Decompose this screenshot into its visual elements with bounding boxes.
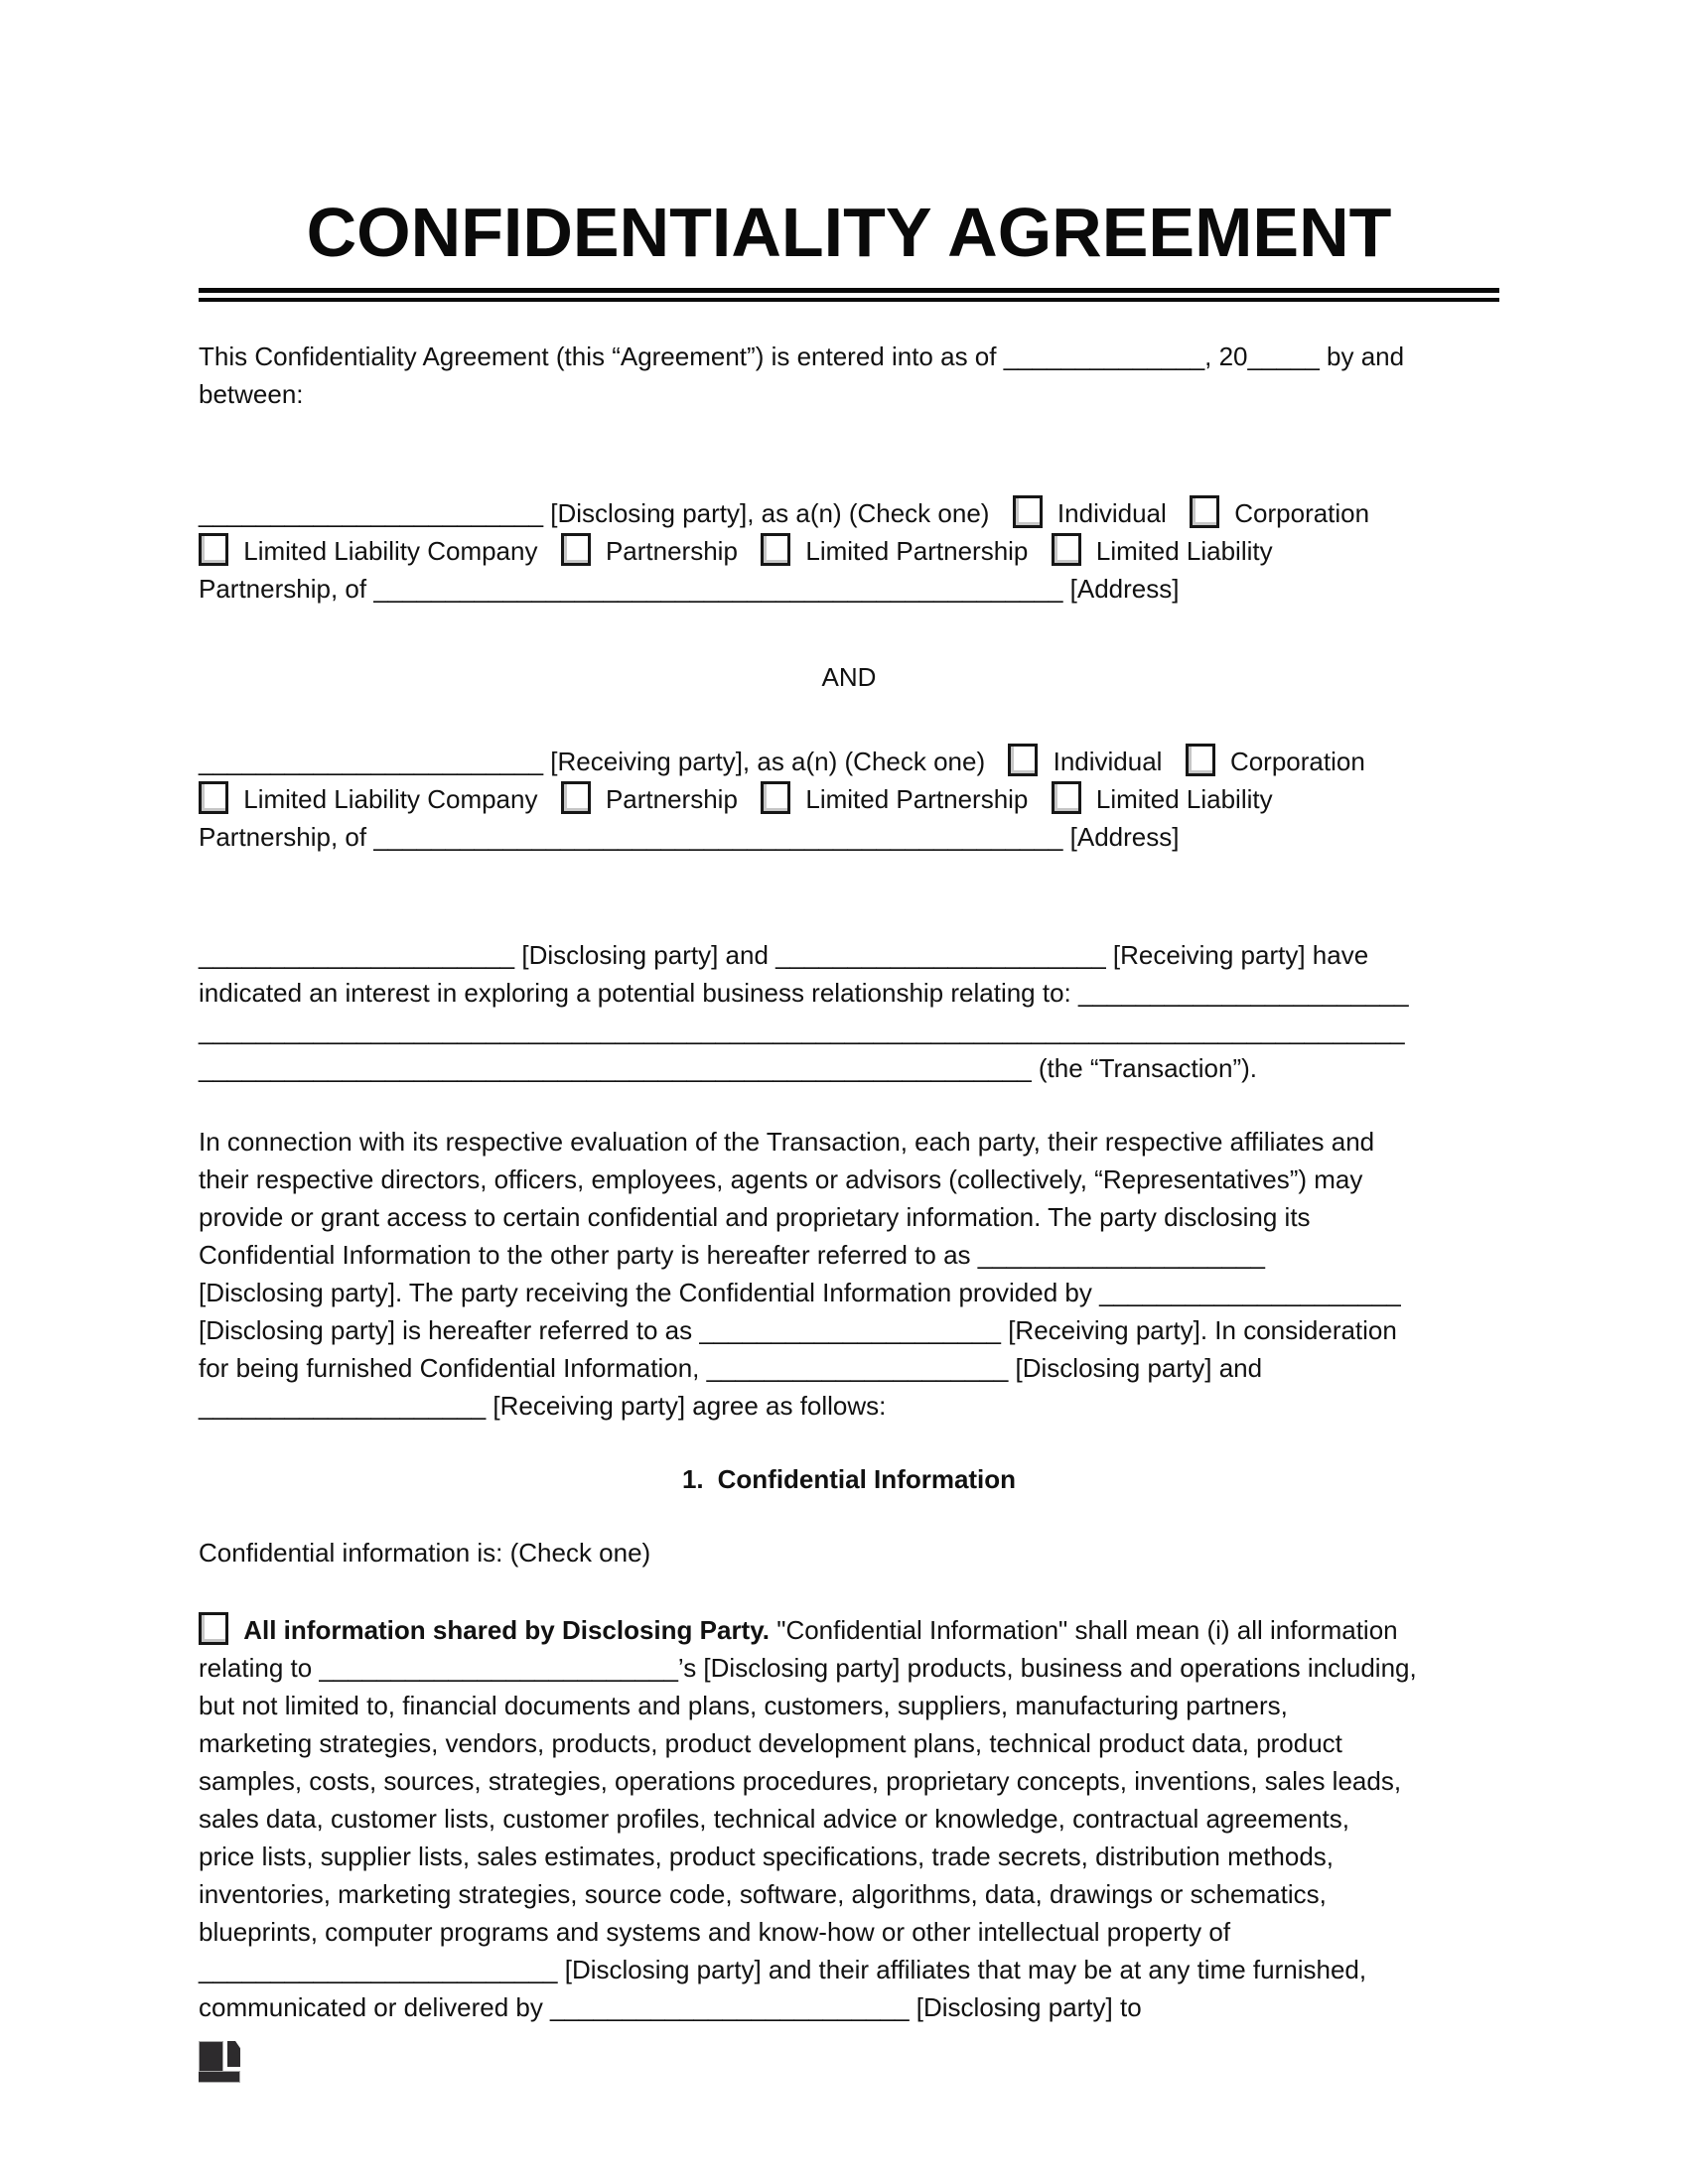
- disclosing-llp-label: Limited Liability: [1095, 536, 1273, 566]
- disclosing-name-blank: ________________________: [199, 498, 544, 528]
- receiving-partnership-label: Partnership: [605, 784, 738, 814]
- option-bold-label: All information shared by Disclosing Party.: [243, 1615, 770, 1645]
- option-line-1: [199, 1611, 1499, 1649]
- disclosing-limited-partnership-checkbox[interactable]: [761, 533, 790, 566]
- consideration-line: ____________________ [Receiving party] agree as follows:: [199, 1391, 887, 1421]
- relationship-line: indicated an interest in exploring a potential business relationship relating to: _______________________: [199, 978, 1409, 1008]
- option-all-information: [199, 1611, 1499, 2026]
- consideration-line: provide or grant access to certain confidential and proprietary information. The party disclosing its: [199, 1202, 1311, 1232]
- receiving-party-section: [199, 743, 1499, 856]
- disclosing-individual-label: Individual: [1056, 498, 1167, 528]
- logo-page-icon: [227, 2041, 240, 2067]
- relationship-paragraph: [199, 936, 1499, 1087]
- disclosing-line-3: [199, 570, 1499, 608]
- receiving-name-blank: ________________________: [199, 747, 544, 776]
- receiving-limited-partnership-label: Limited Partnership: [805, 784, 1029, 814]
- disclosing-llc-checkbox[interactable]: [199, 533, 228, 566]
- receiving-individual-checkbox[interactable]: [1008, 744, 1038, 776]
- receiving-line-3: [199, 818, 1499, 856]
- receiving-individual-label: Individual: [1053, 747, 1163, 776]
- section-1-number: 1.: [681, 1464, 704, 1494]
- intro-paragraph: [199, 338, 1499, 413]
- disclosing-llc-label: Limited Liability Company: [243, 536, 538, 566]
- disclosing-line-1: [199, 494, 1499, 532]
- check-one-label: Confidential information is: (Check one): [199, 1538, 651, 1568]
- consideration-line: In connection with its respective evaluation of the Transaction, each party, their respective affiliates and: [199, 1127, 1375, 1157]
- option-line-1-text: "Confidential Information" shall mean (i) all information: [776, 1615, 1398, 1645]
- consideration-line: for being furnished Confidential Information, _____________________ [Disclosing party] and: [199, 1353, 1263, 1383]
- title-underline: [199, 288, 1499, 302]
- disclosing-limited-partnership-label: Limited Partnership: [805, 536, 1029, 566]
- document-title: CONFIDENTIALITY AGREEMENT: [306, 194, 1392, 271]
- receiving-descriptor: [Receiving party], as a(n) (Check one): [550, 747, 986, 776]
- receiving-llp-label: Limited Liability: [1095, 784, 1273, 814]
- and-separator: AND: [821, 662, 877, 692]
- disclosing-corporation-label: Corporation: [1234, 498, 1370, 528]
- all-information-checkbox[interactable]: [199, 1612, 228, 1645]
- disclosing-line-2: [199, 532, 1499, 570]
- option-text-line: _________________________ [Disclosing party] and their affiliates that may be at any time furnished,: [199, 1955, 1367, 1984]
- option-text-line: blueprints, computer programs and systems and know-how or other intellectual property of: [199, 1917, 1231, 1947]
- relationship-line: ____________________________________________________________________________________: [199, 1016, 1405, 1045]
- option-text-line: relating to _________________________’s [Disclosing party] products, business and operations including,: [199, 1653, 1417, 1683]
- receiving-llp-checkbox[interactable]: [1052, 781, 1081, 814]
- relationship-line: ______________________ [Disclosing party] and _______________________ [Receiving party] have: [199, 940, 1369, 970]
- receiving-corporation-label: Corporation: [1229, 747, 1365, 776]
- option-text-line: marketing strategies, vendors, products, product development plans, technical product data, product: [199, 1728, 1342, 1758]
- logo-l-base-shape: [199, 2071, 240, 2083]
- disclosing-partnership-label: Partnership: [605, 536, 738, 566]
- option-text-line: but not limited to, financial documents and plans, customers, suppliers, manufacturing partners,: [199, 1691, 1288, 1720]
- legaltemplates-logo: [199, 2041, 240, 2083]
- intro-line-2: between:: [199, 379, 304, 409]
- consideration-line: [Disclosing party] is hereafter referred to as _____________________ [Receiving party]. In consideration: [199, 1315, 1397, 1345]
- disclosing-address-blank: ________________________________________________: [373, 574, 1063, 604]
- disclosing-llp-checkbox[interactable]: [1052, 533, 1081, 566]
- disclosing-address-label: [Address]: [1069, 574, 1180, 604]
- option-text-line: communicated or delivered by _________________________ [Disclosing party] to: [199, 1992, 1142, 2022]
- receiving-line-1: [199, 743, 1499, 780]
- disclosing-descriptor: [Disclosing party], as a(n) (Check one): [550, 498, 990, 528]
- disclosing-llp-label-wrap: Partnership, of: [199, 574, 367, 604]
- consideration-line: Confidential Information to the other party is hereafter referred to as ____________________: [199, 1240, 1265, 1270]
- disclosing-party-section: [199, 494, 1499, 608]
- consideration-paragraph: [199, 1123, 1499, 1425]
- receiving-llc-checkbox[interactable]: [199, 781, 228, 814]
- option-text-line: sales data, customer lists, customer profiles, technical advice or knowledge, contractual agreements,: [199, 1804, 1349, 1834]
- intro-line-1: This Confidentiality Agreement (this “Agreement”) is entered into as of ______________, 20_____ by and: [199, 341, 1405, 371]
- consideration-line: [Disclosing party]. The party receiving the Confidential Information provided by _____________________: [199, 1278, 1401, 1307]
- document-content: [199, 0, 1499, 2026]
- receiving-corporation-checkbox[interactable]: [1186, 744, 1215, 776]
- receiving-address-blank: ________________________________________________: [373, 822, 1063, 852]
- consideration-line: their respective directors, officers, employees, agents or advisors (collectively, “Representatives”) may: [199, 1164, 1363, 1194]
- disclosing-partnership-checkbox[interactable]: [561, 533, 591, 566]
- receiving-partnership-checkbox[interactable]: [561, 781, 591, 814]
- disclosing-individual-checkbox[interactable]: [1013, 495, 1043, 528]
- receiving-llp-label-wrap: Partnership, of: [199, 822, 367, 852]
- receiving-address-label: [Address]: [1069, 822, 1180, 852]
- section-1-heading: [199, 1460, 1499, 1498]
- receiving-line-2: [199, 780, 1499, 818]
- receiving-limited-partnership-checkbox[interactable]: [761, 781, 790, 814]
- relationship-line: __________________________________________________________ (the “Transaction”).: [199, 1053, 1257, 1083]
- option-text-line: samples, costs, sources, strategies, operations procedures, proprietary concepts, inventions, sales leads,: [199, 1766, 1402, 1796]
- receiving-llc-label: Limited Liability Company: [243, 784, 538, 814]
- option-text-line: price lists, supplier lists, sales estimates, product specifications, trade secrets, distribution methods,: [199, 1842, 1335, 1871]
- section-1-title: Confidential Information: [717, 1464, 1017, 1494]
- disclosing-corporation-checkbox[interactable]: [1190, 495, 1219, 528]
- option-text-line: inventories, marketing strategies, source code, software, algorithms, data, drawings or schematics,: [199, 1879, 1327, 1909]
